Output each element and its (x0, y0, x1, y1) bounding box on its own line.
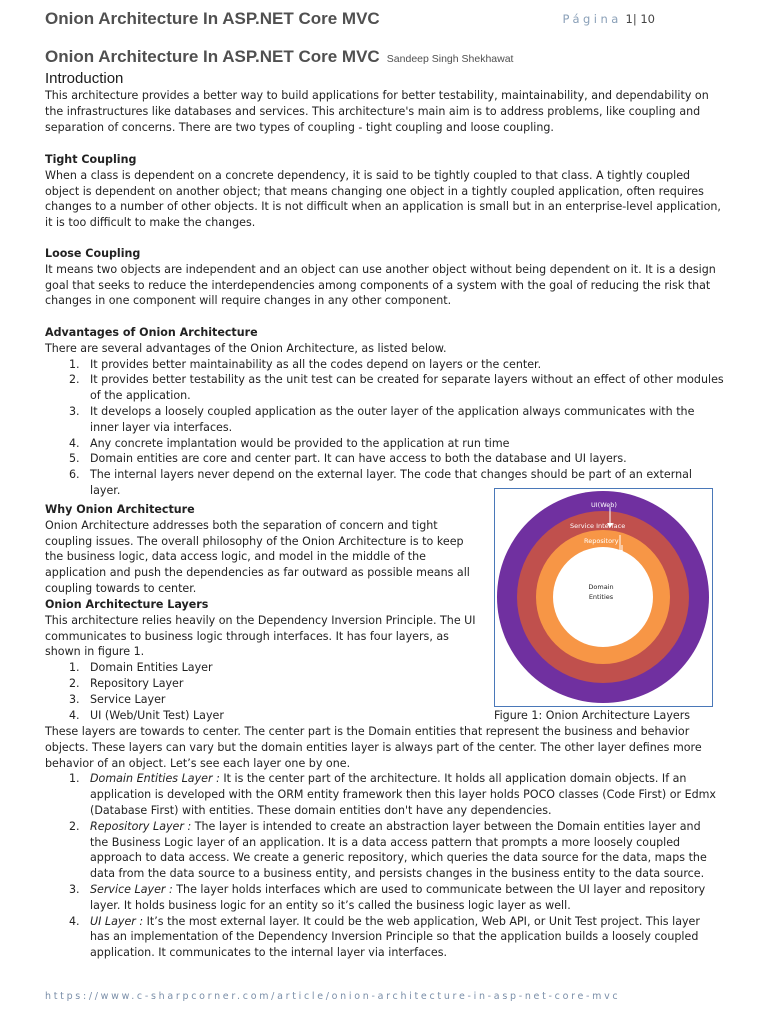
advantages-section (45, 325, 725, 499)
onion-diagram-svg (495, 489, 712, 706)
domain-label: Domain (588, 583, 614, 591)
list-item (45, 771, 721, 818)
list-text: Service Layer (90, 692, 166, 706)
page-total: 10 (640, 12, 655, 26)
why-section (45, 502, 473, 597)
page-word: Página (562, 12, 622, 26)
list-item (45, 708, 481, 724)
list-number: 3. (69, 882, 80, 896)
onion-diagram (494, 488, 713, 707)
layers-text: This architecture relies heavily on the Dependency Inversion Principle. The UI communicates to business logic through interfaces. It has four layers, as shown in figure 1. (45, 613, 476, 659)
list-number: 3. (69, 404, 80, 418)
loose-coupling-heading: Loose Coupling (45, 247, 141, 260)
list-number: 5. (69, 452, 80, 466)
figure-caption: Figure 1: Onion Architecture Layers (494, 709, 691, 722)
loose-coupling-text: It means two objects are independent and an object can use another object without being dependent on it. It is a design goal that seeks to reduce the interdependencies among components of a system with the goal of reducing the risk that changes in one component will require changes in any other component. (45, 262, 716, 308)
why-text: Onion Architecture addresses both the separation of concern and tight coupling issues. The overall philosophy of the Onion Architecture is to keep the business logic, data access logic, and model in the middle of the application and push the dependencies as far outward as possible means all coupling towards to center. (45, 518, 470, 595)
list-number: 4. (69, 436, 80, 450)
list-number: 4. (69, 708, 80, 722)
list-text: The internal layers never depend on the external layer. The code that changes should be part of an external layer. (90, 468, 692, 497)
loose-coupling-section (45, 246, 725, 309)
list-number: 2. (69, 676, 80, 690)
list-text: It develops a loosely coupled application as the outer layer of the application always communicates with the inner layer via interfaces. (90, 404, 695, 434)
layers-section (45, 597, 481, 723)
list-text: It provides better maintainability as all the codes depend on layers or the center. (90, 357, 542, 371)
layer-label: Repository Layer : (90, 819, 192, 833)
details-list (45, 771, 721, 961)
list-item (45, 404, 725, 436)
list-text: UI (Web/Unit Test) Layer (90, 708, 224, 722)
list-text: It is the center part of the architecture. It holds all application domain objects. If an application is developed with the ORM entity framework then this layer holds POCO classes (Code First) or Edmx (Database First) with entities. These domain entities don't have any dependencies. (90, 772, 716, 817)
list-text: Domain entities are core and center part. It can have access to both the database and UI layers. (90, 452, 627, 466)
list-number: 1. (69, 661, 80, 675)
entities-label: Entities (588, 593, 614, 601)
footer-url[interactable]: https://www.c-sharpcorner.com/article/onion-architecture-in-asp-net-core-mvc (45, 991, 621, 1002)
list-text: It’s the most external layer. It could be the web application, Web API, or Unit Test project. This layer has an implementation of the Dependency Inversion Principle so that the application builds a loosely coupled application. It communicates to the internal layer via interfaces. (90, 914, 700, 960)
layers-list (45, 660, 481, 723)
tight-coupling-heading: Tight Coupling (45, 153, 137, 166)
list-item (45, 451, 725, 467)
details-text: These layers are towards to center. The center part is the Domain entities that represent the business and behavior objects. These layers can vary but the domain entities layer is always part of the center. The other layer defines more behavior of an object. Let’s see each layer one by one. (45, 725, 702, 770)
repository-label: Repository (584, 537, 619, 545)
page-number (563, 12, 655, 26)
running-title: Onion Architecture In ASP.NET Core MVC (45, 9, 380, 28)
list-text: The layer is intended to create an abstraction layer between the Domain entities layer and the Business Logic layer of an application. It is a data access pattern that prompts a more loosely coupled approach to data access. We create a generic repository, which queries the data source for the data, maps the data from the data source to a business entity, and persists changes in the business entity to the data source. (90, 819, 707, 881)
tight-coupling-text: When a class is dependent on a concrete dependency, it is said to be tightly coupled to that class. A tightly coupled object is dependent on another object; that means changing one object in a tightly coupled application, often requires changes to a number of other objects. It is not difficult when an application is small but in an enterprise-level application, it is too difficult to make the changes. (45, 168, 721, 230)
list-number: 1. (69, 772, 80, 786)
list-number: 4. (69, 914, 80, 928)
advantages-intro: There are several advantages of the Onion Architecture, as listed below. (45, 341, 447, 355)
layer-label: UI Layer : (90, 914, 144, 928)
list-text: It provides better testability as the unit test can be created for separate layers without an effect of other modules of the application. (90, 373, 724, 403)
page-separator: | (632, 12, 637, 26)
layer-label: Domain Entities Layer : (90, 772, 220, 786)
list-item (45, 692, 481, 708)
details-section (45, 724, 721, 961)
list-text: Repository Layer (90, 676, 184, 690)
list-number: 3. (69, 692, 80, 706)
tight-coupling-section (45, 152, 725, 231)
list-item (45, 819, 721, 882)
advantages-list (45, 357, 725, 499)
list-text: Any concrete implantation would be provided to the application at run time (90, 436, 510, 450)
list-text: Domain Entities Layer (90, 661, 213, 675)
list-number: 2. (69, 373, 80, 387)
list-item (45, 660, 481, 676)
article-title: Onion Architecture In ASP.NET Core MVC (45, 47, 380, 66)
list-item (45, 676, 481, 692)
list-item (45, 882, 721, 914)
list-item (45, 436, 725, 452)
advantages-heading: Advantages of Onion Architecture (45, 326, 258, 339)
intro-text: This architecture provides a better way to build applications for better testability, maintainability, and dependability on the infrastructures like databases and services. This architecture's main aim is to address problems, like coupling and separation of concerns. There are two types of coupling - tight coupling and loose coupling. (45, 89, 709, 134)
list-text: The layer holds interfaces which are used to communicate between the UI layer and repository layer. It holds business logic for an entity so it’s called the business logic layer as well. (90, 882, 706, 912)
page-current: 1 (625, 12, 633, 26)
list-number: 6. (69, 468, 80, 482)
intro-section (45, 88, 725, 135)
list-number: 2. (69, 819, 80, 833)
list-item (45, 357, 725, 373)
layers-heading: Onion Architecture Layers (45, 598, 209, 611)
intro-heading: Introduction (45, 70, 124, 87)
list-item (45, 914, 721, 961)
why-heading: Why Onion Architecture (45, 503, 195, 516)
title-row (45, 47, 513, 67)
list-number: 1. (69, 357, 80, 371)
layer-label: Service Layer : (90, 882, 173, 896)
ui-web-label: UI(Web) (591, 501, 617, 509)
author-name: Sandeep Singh Shekhawat (386, 53, 514, 65)
service-interface-label: Service Interface (570, 522, 626, 530)
list-item (45, 372, 725, 404)
page-header (45, 9, 735, 31)
